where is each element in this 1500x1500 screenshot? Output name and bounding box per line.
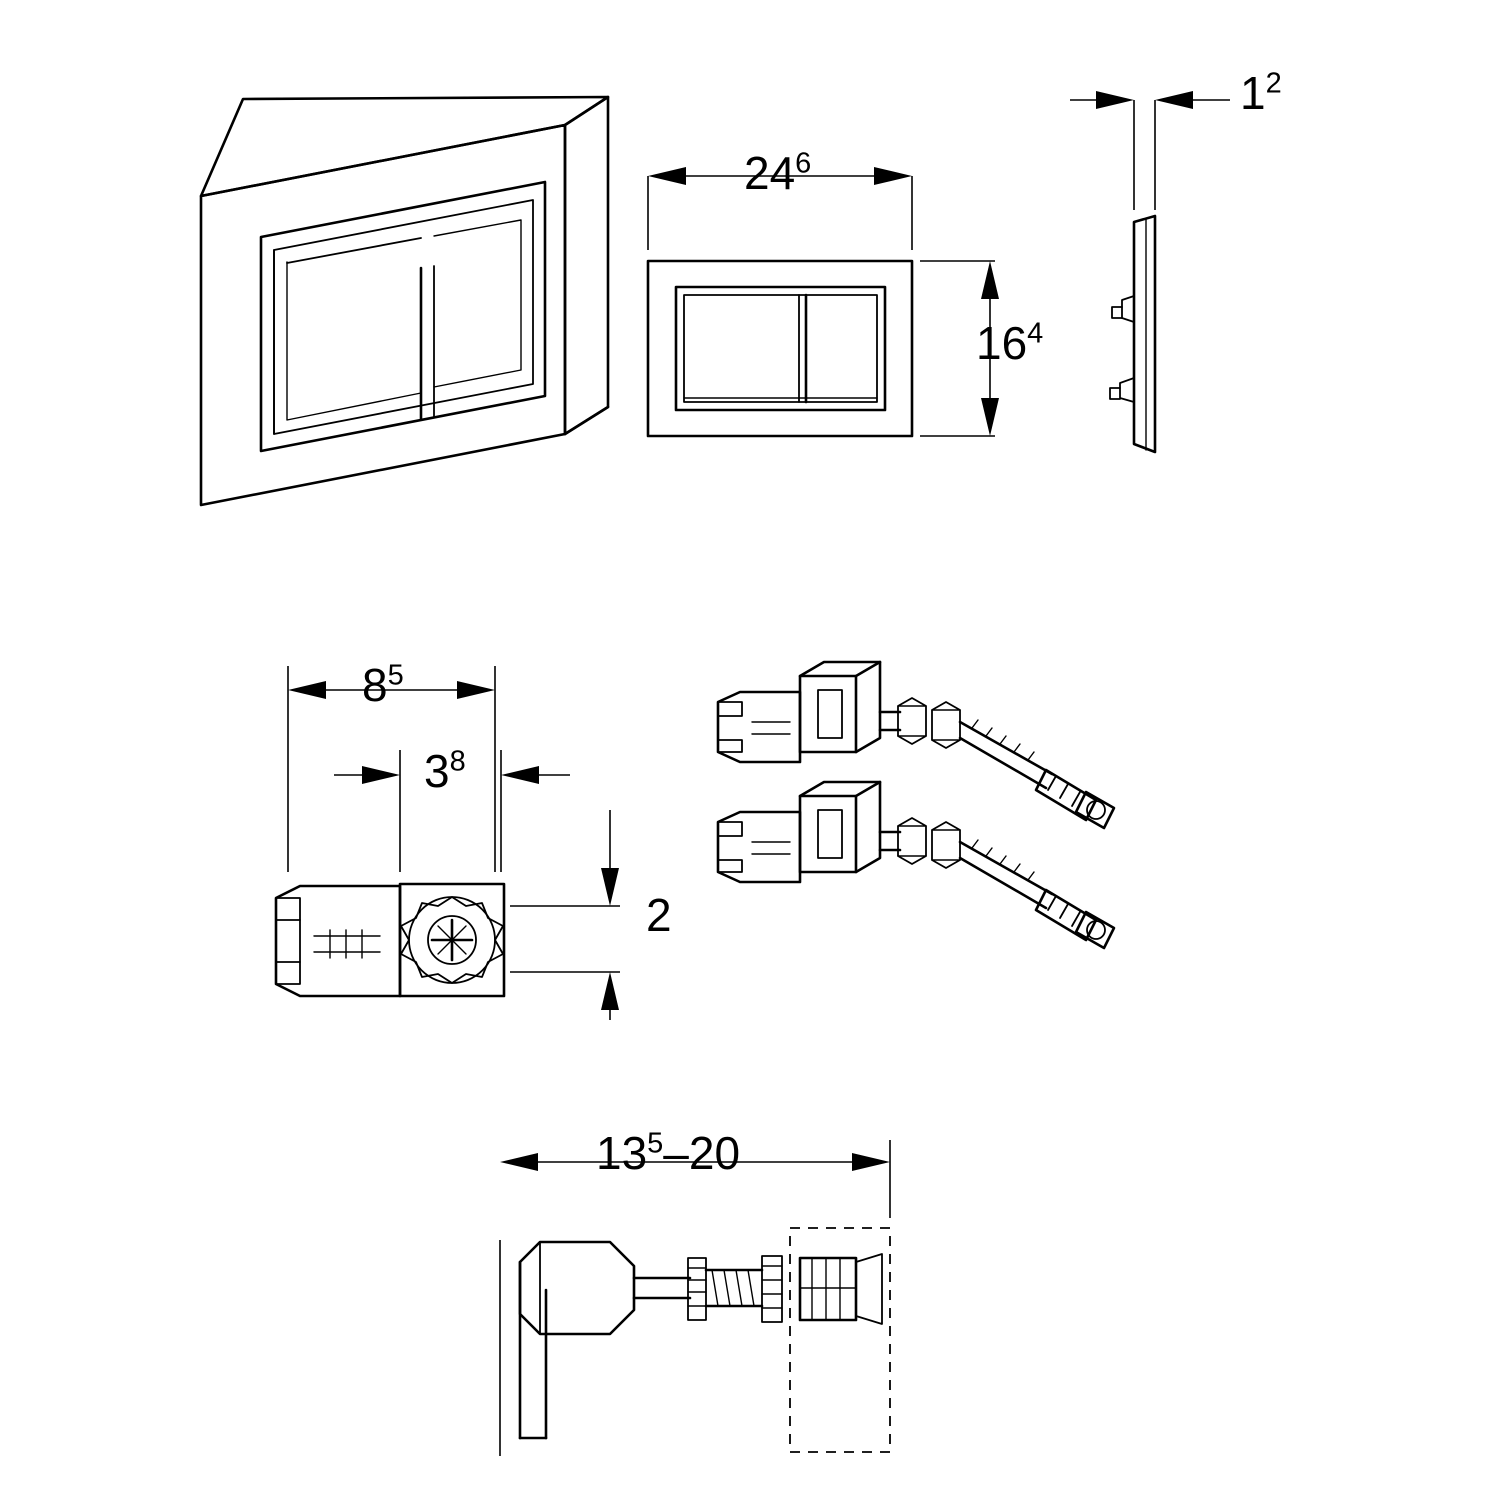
label-plate-width-sup: 6	[795, 147, 812, 180]
label-bracket-offset-base: 3	[424, 745, 450, 797]
label-plate-thickness-sup: 2	[1265, 67, 1282, 100]
label-plate-height	[976, 317, 1044, 369]
label-plate-thickness-base: 1	[1240, 67, 1266, 119]
label-bracket-width-base: 8	[362, 659, 388, 711]
label-bracket-offset-sup: 8	[449, 745, 466, 778]
label-range-min-sup: 5	[647, 1127, 664, 1160]
label-range-min-base: 13	[596, 1127, 648, 1179]
label-bracket-width-sup: 5	[387, 659, 404, 692]
label-plate-height-base: 16	[976, 317, 1028, 369]
label-plate-thickness	[1240, 67, 1282, 119]
label-bracket-offset	[424, 745, 466, 797]
label-adjustment-range	[596, 1127, 741, 1179]
label-bracket-width	[362, 659, 404, 711]
label-plate-width-base: 24	[744, 147, 796, 199]
label-plate-width	[744, 147, 812, 199]
label-range-max: 20	[688, 1127, 741, 1179]
label-bracket-height-base: 2	[646, 889, 672, 941]
label-plate-height-sup: 4	[1027, 317, 1044, 350]
label-bracket-height	[646, 889, 672, 941]
label-range-separator: –	[663, 1127, 689, 1179]
